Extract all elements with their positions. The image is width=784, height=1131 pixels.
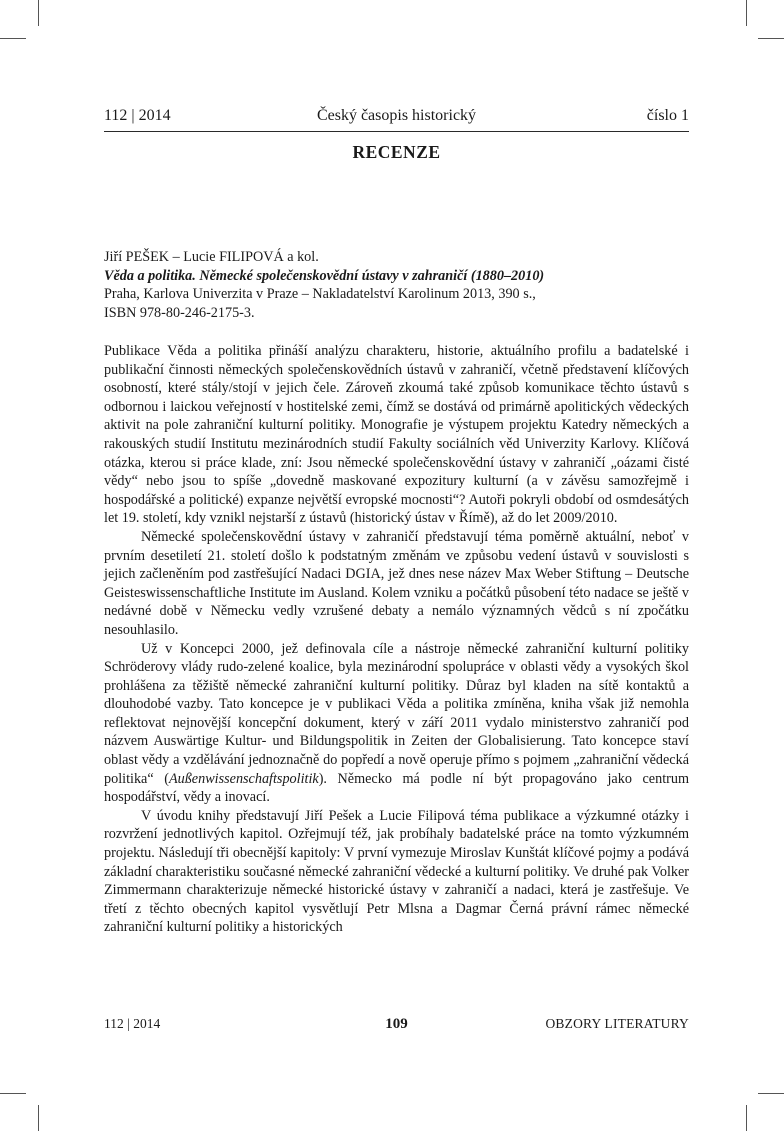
header-rule (104, 131, 689, 132)
crop-mark-top-left (38, 0, 39, 26)
page-number: 109 (385, 1016, 408, 1032)
running-header (104, 104, 689, 128)
paragraph-3-italic-term: Außenwissenschaftspolitik (168, 770, 319, 787)
review-body (104, 342, 689, 937)
crop-mark-right-bottom (758, 1093, 784, 1094)
header-journal-title: Český časopis historický (316, 107, 477, 124)
paragraph-3-part-a: Už v Koncepci 2000, jež definovala cíle a nástroje německé zahraniční kulturní politiky Schröderovy vlády rudo-zelené koalice, byla mezinárodní spolupráce v oblasti vědy a vysokých škol prohlášena za těžiště německé zahraniční kulturní politiky. Důraz byl kladen na sítě kontaktů a dlouhodobé vazby. Tato koncepce je v publikaci Věda a politika zmíněna, kniha však již nemohla reflektovat nejnovější koncepční dokument, který v září 2011 vydalo ministerstvo zahraničí pod názvem Auswärtige Kultur- und Bildungspolitik in Zeiten der Globalisierung. Tato koncepce staví oblast vědy a vzdělávání jednoznačně do popředí a nově operuje přímo s pojmem „zahraniční vědecká politika“ ( (104, 640, 689, 787)
header-issue: číslo 1 (646, 107, 689, 124)
paragraph-1: Publikace Věda a politika přináší analýzu charakteru, historie, aktuálního profilu a badatelské i publikační činnosti německých společenskovědních ústavů v zahraničí, včetně představení klíčových osobností, které stály/stojí v jejich čele. Zároveň zkoumá také způsob komunikace těchto ústavů s odbornou i laickou veřejností v hostitelské zemi, čímž se dostává od primárně apolitických vědeckých aktivit na pole zahraniční kulturní politiky. Monografie je výstupem projektu Katedry německých a rakouských studií Institutu mezinárodních studií Fakulty sociálních věd Univerzity Karlovy. Klíčová otázka, kterou si práce klade, zní: Jsou německé společenskovědní ústavy v zahraničí „oázami čisté vědy“ nebo jsou to spíše „dovedně maskované expozitury kulturní (a v závěsu samozřejmě i hospodářské a politické) expanze největší evropské mocnosti“? Autoři pokryli období od osmdesátých let 19. století, kdy vznikl nejstarší z ústavů (historický ústav v Římě), až do let 2009/2010. (104, 343, 689, 527)
crop-mark-bottom-left (38, 1105, 39, 1131)
paragraph-3 (104, 640, 689, 807)
book-authors: Jiří PEŠEK – Lucie FILIPOVÁ a kol. (104, 249, 319, 265)
book-isbn: ISBN 978-80-246-2175-3. (104, 304, 255, 321)
header-volume: 112 | 2014 (104, 107, 171, 124)
bibliographic-entry (104, 248, 689, 322)
crop-mark-bottom-right (746, 1105, 747, 1131)
running-footer (104, 1013, 689, 1035)
crop-mark-top-right (746, 0, 747, 26)
book-publisher: Praha, Karlova Univerzita v Praze – Nakladatelství Karolinum 2013, 390 s., (104, 286, 536, 303)
paragraph-4: V úvodu knihy představují Jiří Pešek a Lucie Filipová téma publikace a výzkumné otázky i rozvržení jednotlivých kapitol. Ozřejmují též, jak probíhaly badatelské práce na tomto výzkumném projektu. Následují tři obecnější kapitoly: V první vymezuje Miroslav Kunštát klíčové pojmy a podává základní charakteristiku současné německé zahraniční vědecké a kulturní politiky. Ve druhé pak Volker Zimmermann charakterizuje německé historické ústavy v zahraničí a nadaci, která je zastřešuje. Ve třetí z těchto obecných kapitol vysvětlují Petr Mlsna a Dagmar Černá právní rámec německé zahraniční kulturní politiky a historických (104, 807, 689, 936)
crop-mark-left-top (0, 38, 26, 39)
paragraph-2: Německé společenskovědní ústavy v zahraničí představují téma poměrně aktuální, neboť v prvním desetiletí 21. století došlo k podstatným změnám ve způsobu vedení ústavů v souvislosti s jejich začleněním pod zastřešující Nadaci DGIA, jež dnes nese název Max Weber Stiftung – Deutsche Geisteswissenschaftliche Institute im Ausland. Kolem vzniku a počátků působení této nadace se ještě v nedávné době v Německu vedly vzrušené debaty a nemálo významných vědců s ní zpočátku nesouhlasilo. (104, 528, 689, 638)
crop-mark-left-bottom (0, 1093, 26, 1094)
footer-volume: 112 | 2014 (104, 1016, 161, 1031)
book-title: Věda a politika. Německé společenskovědní ústavy v zahraničí (1880–2010) (104, 267, 545, 284)
footer-section: OBZORY LITERATURY (545, 1016, 689, 1031)
paragraph-3-part-b: ). Německo má podle ní být propagováno jako centrum hospodářství, vědy a inovací. (104, 770, 689, 806)
section-title: RECENZE (352, 142, 441, 162)
crop-mark-right-top (758, 38, 784, 39)
